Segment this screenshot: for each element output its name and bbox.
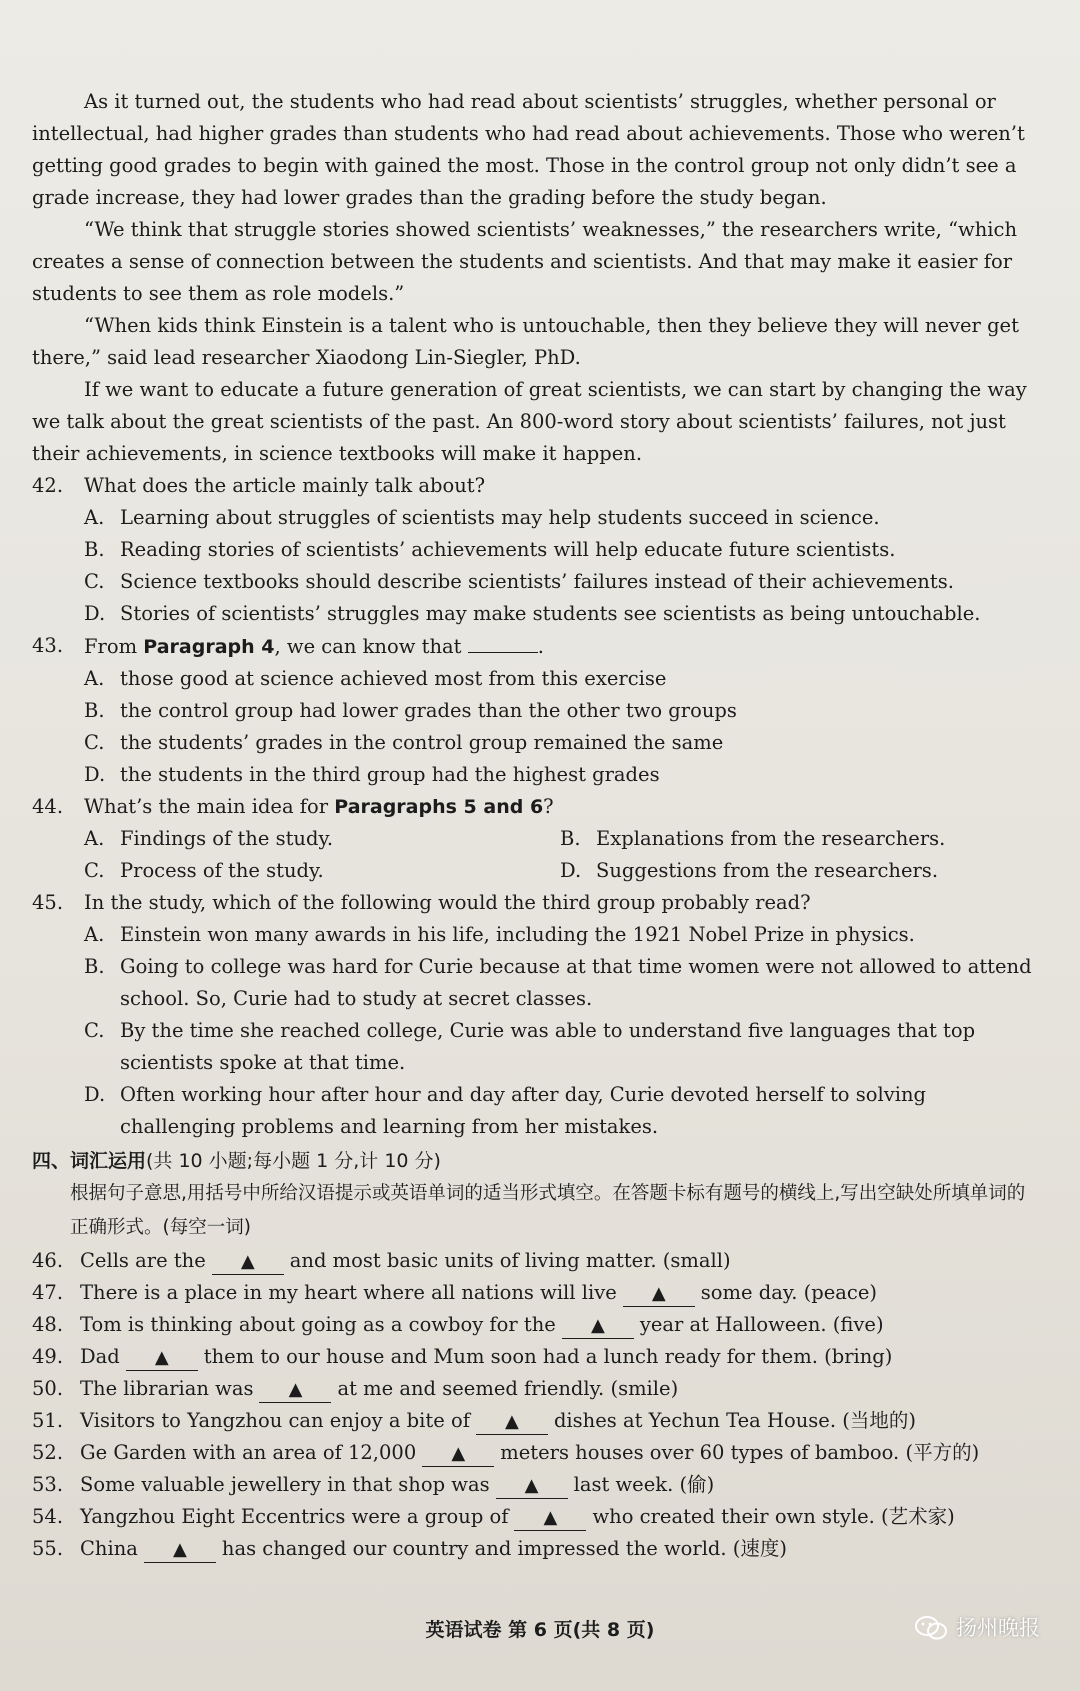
question-42 (32, 470, 1036, 630)
option-text: Science textbooks should describe scientists’ failures instead of their achievements. (120, 570, 954, 593)
item-text-after: them to our house and Mum soon had a lunch ready for them. (bring) (203, 1345, 893, 1368)
option-letter: D. (84, 763, 106, 786)
fill-in-item (32, 1373, 1036, 1405)
question-number: 42. (32, 474, 64, 497)
item-number: 47. (32, 1281, 64, 1304)
passage-paragraph: As it turned out, the students who had read about scientists’ struggles, whether personal or intellectual, had higher grades than students who had read about achievements. Those who weren’t getting good grades to begin with gained the most. Those in the control group not only didn’t see a grade increase, they had lower grades than the grading before the study began. (32, 90, 1025, 209)
answer-blank (422, 1442, 494, 1467)
passage-paragraph: “We think that struggle stories showed scientists’ weaknesses,” the researchers write, “which creates a sense of connection between the students and scientists. And that may make it easier for students to see them as role models.” (32, 218, 1018, 305)
question-number: 43. (32, 634, 64, 657)
item-text (80, 1277, 877, 1309)
stem-bold-text: Paragraphs 5 and 6 (334, 796, 544, 818)
item-text-after: meters houses over 60 types of bamboo. (平方的) (500, 1441, 980, 1464)
fill-in-item (32, 1277, 1036, 1309)
option-text: Einstein won many awards in his life, including the 1921 Nobel Prize in physics. (120, 923, 915, 946)
fill-in-item (32, 1341, 1036, 1373)
question-stem (84, 791, 1036, 823)
item-number: 53. (32, 1473, 64, 1496)
item-text-before: Dad (80, 1345, 120, 1368)
triangle-icon: ▲ (590, 1315, 605, 1336)
option-text: Suggestions from the researchers. (596, 859, 939, 882)
option-text: Stories of scientists’ struggles may make students see scientists as being untouchable. (120, 602, 981, 625)
option-letter: B. (560, 827, 581, 850)
item-number: 52. (32, 1441, 64, 1464)
question-stem: In the study, which of the following would the third group probably read? (84, 891, 811, 914)
option-letter: A. (84, 827, 105, 850)
option-letter: A. (84, 923, 105, 946)
item-text (80, 1437, 979, 1469)
option-text: the control group had lower grades than the other two groups (120, 699, 737, 722)
item-text-before: Cells are the (80, 1249, 206, 1272)
item-text (80, 1309, 884, 1341)
option-letter: A. (84, 506, 105, 529)
item-number: 50. (32, 1377, 64, 1400)
item-text-before: China (80, 1537, 138, 1560)
watermark (914, 1612, 1040, 1644)
option-text: Often working hour after hour and day after day, Curie devoted herself to solving challenging problems and learning from her mistakes. (120, 1083, 927, 1138)
item-text (80, 1245, 731, 1277)
answer-blank (259, 1378, 331, 1403)
option-text: Going to college was hard for Curie because at that time women were not allowed to attend school. So, Curie had to study at secret classes. (120, 955, 1032, 1010)
stem-text: , we can know that (274, 635, 462, 658)
question-44 (32, 791, 1036, 887)
item-text-before: The librarian was (80, 1377, 254, 1400)
option-letter: C. (84, 1019, 105, 1042)
question-stem (84, 630, 1036, 663)
fill-in-item (32, 1501, 1036, 1533)
question-number: 45. (32, 891, 64, 914)
item-text-after: who created their own style. (艺术家) (592, 1505, 955, 1528)
answer-blank (514, 1506, 586, 1531)
triangle-icon: ▲ (524, 1475, 539, 1496)
option-letter: D. (84, 1083, 106, 1106)
triangle-icon: ▲ (240, 1251, 255, 1272)
option-letter: B. (84, 955, 105, 978)
option-text: Findings of the study. (120, 827, 334, 850)
triangle-icon: ▲ (505, 1411, 519, 1432)
answer-blank (476, 1410, 548, 1435)
triangle-icon: ▲ (543, 1507, 558, 1528)
question-number: 44. (32, 795, 64, 818)
option-letter: C. (84, 859, 105, 882)
option-text: the students’ grades in the control group remained the same (120, 731, 724, 754)
option-text: Reading stories of scientists’ achievements will help educate future scientists. (120, 538, 896, 561)
option-text: Learning about struggles of scientists may help students succeed in science. (120, 506, 880, 529)
question-stem: What does the article mainly talk about? (84, 474, 486, 497)
answer-blank (126, 1346, 198, 1371)
triangle-icon: ▲ (288, 1379, 303, 1400)
option-letter: D. (84, 602, 106, 625)
item-text-before: There is a place in my heart where all nations will live (80, 1281, 617, 1304)
option-letter: B. (84, 538, 105, 561)
stem-bold-text: Paragraph 4 (143, 636, 275, 658)
answer-blank (562, 1314, 634, 1339)
reading-passage (32, 86, 1036, 470)
question-43 (32, 630, 1036, 791)
stem-text: From (84, 635, 138, 658)
item-text (80, 1373, 678, 1405)
option-letter: C. (84, 570, 105, 593)
triangle-icon: ▲ (451, 1443, 466, 1464)
fill-in-list (32, 1245, 1036, 1565)
item-text-after: some day. (peace) (700, 1281, 877, 1304)
item-text-after: has changed our country and impressed the world. (速度) (221, 1537, 788, 1560)
stem-text: . (537, 635, 544, 658)
passage-paragraph: “When kids think Einstein is a talent who is untouchable, then they believe they will never get there,” said lead researcher Xiaodong Lin-Siegler, PhD. (32, 314, 1019, 369)
page-footer: 英语试卷 第 6 页(共 8 页) (425, 1619, 655, 1641)
option-letter: D. (560, 859, 582, 882)
vocabulary-section (32, 1145, 1036, 1565)
answer-blank (496, 1474, 568, 1499)
item-text (80, 1341, 892, 1373)
answer-blank (212, 1250, 284, 1275)
option-text: those good at science achieved most from this exercise (120, 667, 667, 690)
item-number: 48. (32, 1313, 64, 1336)
option-letter: C. (84, 731, 105, 754)
triangle-icon: ▲ (651, 1283, 666, 1304)
stem-text: What’s the main idea for (84, 795, 329, 818)
question-45 (32, 887, 1036, 1143)
watermark-text: 扬州晚报 (956, 1616, 1040, 1640)
fill-in-item (32, 1309, 1036, 1341)
stem-text: ? (543, 795, 554, 818)
item-text-before: Some valuable jewellery in that shop was (80, 1473, 490, 1496)
fill-in-item (32, 1245, 1036, 1277)
item-text (80, 1405, 916, 1437)
item-text-before: Ge Garden with an area of 12,000 (80, 1441, 417, 1464)
item-text-before: Visitors to Yangzhou can enjoy a bite of (80, 1409, 470, 1432)
item-number: 51. (32, 1409, 64, 1432)
item-text-after: and most basic units of living matter. (small) (289, 1249, 731, 1272)
section-title (32, 1145, 1036, 1177)
item-number: 46. (32, 1249, 64, 1272)
item-number: 49. (32, 1345, 64, 1368)
option-text: Explanations from the researchers. (596, 827, 946, 850)
answer-blank (468, 630, 538, 653)
passage-paragraph: If we want to educate a future generation of great scientists, we can start by changing the way we talk about the great scientists of the past. An 800-word story about scientists’ failures, not just their achievements, in science textbooks will make it happen. (32, 378, 1027, 465)
option-letter: A. (84, 667, 105, 690)
item-text-after: dishes at Yechun Tea House. (当地的) (553, 1409, 916, 1432)
item-text (80, 1501, 955, 1533)
option-text: By the time she reached college, Curie was able to understand five languages that top scientists spoke at that time. (120, 1019, 976, 1074)
section-heading: 四、词汇运用 (32, 1150, 147, 1172)
item-text-after: year at Halloween. (five) (639, 1313, 884, 1336)
option-text: Process of the study. (120, 859, 324, 882)
option-letter: B. (84, 699, 105, 722)
item-text-after: at me and seemed friendly. (smile) (337, 1377, 679, 1400)
item-text-before: Tom is thinking about going as a cowboy for the (80, 1313, 556, 1336)
triangle-icon: ▲ (172, 1539, 187, 1560)
item-text (80, 1469, 714, 1501)
fill-in-item (32, 1533, 1036, 1565)
triangle-icon: ▲ (154, 1347, 169, 1368)
answer-blank (144, 1538, 216, 1563)
wechat-icon (914, 1615, 948, 1641)
fill-in-item (32, 1469, 1036, 1501)
section-scoring: (共 10 小题;每小题 1 分,计 10 分) (146, 1150, 441, 1172)
section-instruction: 根据句子意思,用括号中所给汉语提示或英语单词的适当形式填空。在答题卡标有题号的横线上,写出空缺处所填单词的正确形式。(每空一词) (70, 1183, 1026, 1238)
item-number: 55. (32, 1537, 64, 1560)
item-text-before: Yangzhou Eight Eccentrics were a group of (80, 1505, 509, 1528)
option-text: the students in the third group had the highest grades (120, 763, 660, 786)
item-number: 54. (32, 1505, 64, 1528)
answer-blank (623, 1282, 695, 1307)
fill-in-item (32, 1405, 1036, 1437)
item-text (80, 1533, 787, 1565)
fill-in-item (32, 1437, 1036, 1469)
item-text-after: last week. (偷) (573, 1473, 715, 1496)
